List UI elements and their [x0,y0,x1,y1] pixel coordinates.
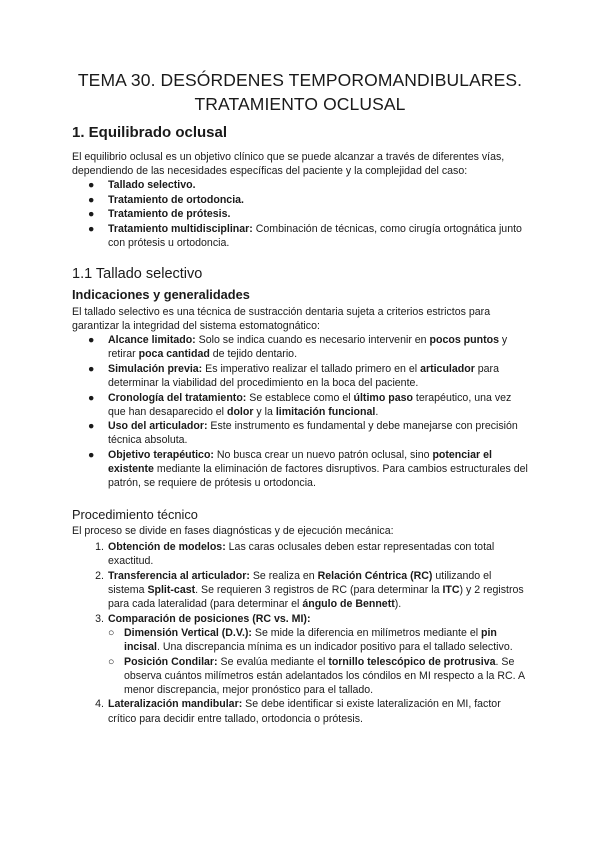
list-item-text: de tejido dentario. [209,348,298,361]
list-item [88,333,528,361]
bullet-icon: ● [88,179,95,191]
section-heading-equilibrado: 1. Equilibrado oclusal [72,124,228,141]
list-item-bold-text: Uso del articulador: [108,420,208,433]
bullet-icon: ● [88,223,95,236]
list-item-text: No busca crear un nuevo patrón oclusal, sino [213,449,433,462]
bullet-icon: ● [88,193,95,206]
sub-list-item [108,626,528,654]
list-item-text: Este instrumento es fundamental y debe manejarse con precisión técnica absoluta. [108,420,518,447]
numbered-item-text: utilizando el sistema [108,569,492,596]
numbered-item-text: Se debe identificar si existe lateralización en MI, factor crítico para decidir entre tallado, ortodoncia o prótesis. [108,698,501,725]
list-item [88,178,536,192]
list-item-bold-text: dolor [226,405,254,418]
item-number: 4. [95,698,104,711]
subheading-procedimiento: Procedimiento técnico [72,507,198,522]
numbered-item-bold-text: Comparación de posiciones (RC vs. MI): [108,612,311,625]
subheading-indicaciones: Indicaciones y generalidades [72,287,250,302]
numbered-item-bold-text: Lateralización mandibular: [108,698,243,711]
sub-list [108,626,528,697]
numbered-item [88,569,528,611]
numbered-item-text: ). [394,597,402,610]
item-number: 1. [95,541,104,553]
bullet-icon: ● [88,391,95,404]
document-title [40,69,560,116]
hollow-bullet-icon: ○ [108,655,115,668]
title-line-2: TRATAMIENTO OCLUSAL [194,93,406,114]
numbered-item-text: . Se requieren 3 registros de RC (para determinar la [195,583,443,596]
list-item-text: y la [253,405,276,418]
sub-list-item-text: Se evalúa mediante el [217,655,329,668]
list-item-text: Solo se indica cuando es necesario intervenir en [195,334,430,346]
section1-intro: El equilibrio oclusal es un objetivo clínico que se puede alcanzar a través de diferentes vías, dependiendo de las necesidades específicas del paciente y la complejidad del caso: [72,151,505,177]
numbered-item-text: ) y 2 registros para cada lateralidad (para determinar el [108,583,524,610]
procedimiento-list [88,540,528,726]
list-item-text: Se establece como el [246,391,354,404]
procedimiento-intro: El proceso se divide en fases diagnósticas y de ejecución mecánica: [72,525,394,537]
list-item-bold-text: poca cantidad [138,348,210,361]
hollow-bullet-icon: ○ [108,626,115,639]
list-item-text: terapéutico, una vez que han desaparecido el [108,391,512,418]
list-item-bold-text: Cronología del tratamiento: [108,391,247,404]
list-item [88,207,536,221]
sub-list-item-text: . Una discrepancia mínima es un indicador positivo para el tallado selectivo. [156,640,513,653]
indicaciones-list [88,333,528,491]
bullet-icon: ● [88,420,95,433]
list-item [88,222,536,250]
sub-list-item-bold-text: Dimensión Vertical (D.V.): [124,626,252,639]
section-heading-tallado: 1.1 Tallado selectivo [72,266,203,282]
list-item-bold-text: pocos puntos [429,334,499,346]
numbered-item-bold-text: ángulo de Bennett [302,597,395,610]
list-item-bold-text: Tratamiento multidisciplinar: [108,223,253,236]
list-item-bold-text: Tratamiento de ortodoncia. [108,193,244,206]
sub-list-item-text: . Se observa cuántos milímetros están adelantados los cóndilos en MI respecto a la RC. A menor discrepancia, mejor pronóstico para el tallado. [124,655,525,696]
bullet-icon: ● [88,334,95,346]
bullet-icon: ● [88,449,95,462]
list-item [88,193,536,207]
list-item-text: Es imperativo realizar el tallado primero en el [202,362,421,375]
list-item-bold-text: último paso [353,391,413,404]
numbered-item-text: Las caras oclusales deben estar representadas con total exactitud. [108,541,495,568]
sub-list-item [108,655,528,697]
numbered-item-bold-text: Transferencia al articulador: [108,569,250,582]
bullet-icon: ● [88,362,95,375]
sub-list-item-bold-text: tornillo telescópico de protrusiva [328,655,496,668]
list-item-bold-text: Tratamiento de prótesis. [108,208,231,221]
list-item [88,391,528,419]
item-number: 3. [95,612,104,625]
numbered-item-bold-text: Relación Céntrica (RC) [317,569,433,582]
sub-list-item-text: Se mide la diferencia en milímetros mediante el [251,626,482,639]
list-item-text: mediante la eliminación de factores disruptivos. Para cambios estructurales del patrón, se requiere de prótesis u ortodoncia. [108,463,528,490]
list-item-text: . [375,405,379,418]
sub-list-item-bold-text: pin incisal [124,626,497,653]
list-item-text: Combinación de técnicas, como cirugía ortognática junto con prótesis u ortodoncia. [108,223,522,250]
bullet-icon: ● [88,208,95,221]
list-item-bold-text: potenciar el existente [108,449,492,476]
numbered-item-bold-text: ITC [442,583,460,596]
numbered-item [88,697,528,725]
item-number: 2. [95,569,104,582]
sub-list-item-bold-text: Posición Condilar: [124,655,218,668]
section1-list [88,178,536,251]
numbered-item-text: Se realiza en [249,569,318,582]
list-item-bold-text: Simulación previa: [108,362,203,375]
list-item-bold-text: articulador [420,362,475,375]
title-line-1: TEMA 30. DESÓRDENES TEMPOROMANDIBULARES. [77,70,523,90]
list-item-bold-text: Tallado selectivo. [108,179,196,191]
numbered-item [88,540,528,568]
numbered-item-bold-text: Split-cast [147,583,196,596]
indicaciones-intro: El tallado selectivo es una técnica de sustracción dentaria sujeta a criterios estrictos para garantizar la integridad del sistema estomatognático: [72,306,491,332]
list-item-bold-text: Objetivo terapéutico: [108,449,214,462]
list-item-bold-text: Alcance limitado: [108,334,196,346]
list-item-text: para determinar la viabilidad del procedimiento en la boca del paciente. [108,362,499,389]
numbered-item-bold-text: Obtención de modelos: [108,541,226,553]
list-item [88,448,528,490]
list-item [88,362,528,390]
numbered-item [88,612,528,697]
list-item [88,419,528,447]
list-item-text: y retirar [108,334,508,361]
list-item-bold-text: limitación funcional [275,405,376,418]
